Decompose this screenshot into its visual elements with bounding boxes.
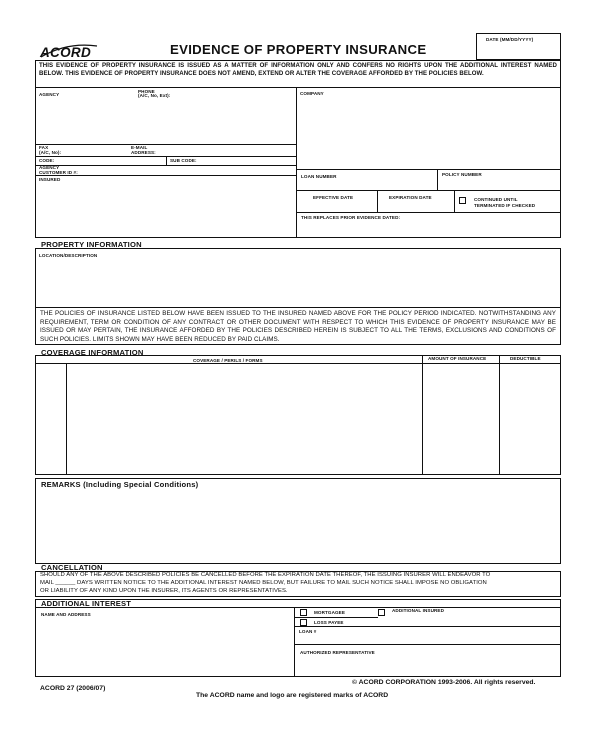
agency-label: AGENCY	[39, 92, 60, 97]
expiration-date-field[interactable]	[377, 190, 454, 212]
company-label: COMPANY	[300, 91, 324, 96]
mortgagee-checkbox[interactable]	[300, 609, 307, 616]
code-field[interactable]	[36, 156, 166, 165]
name-and-address-field[interactable]	[36, 608, 294, 676]
copyright-text: © ACORD CORPORATION 1993-2006. All rights reserved.	[352, 679, 536, 686]
policy-number-label: POLICY NUMBER	[442, 172, 482, 177]
additional-interest-section-title: ADDITIONAL INTEREST	[41, 599, 132, 608]
deductible-row-area[interactable]	[500, 364, 560, 474]
loss-payee-label: LOSS PAYEE	[314, 620, 344, 625]
policies-text: THE POLICIES OF INSURANCE LISTED BELOW HAVE BEEN ISSUED TO THE INSURED NAMED ABOVE FOR THE POLICY PERIOD INDICATED. NOTWITHSTANDING ANY REQUIREMENT, TERM OR CONDITION OF ANY CONTRACT OR OTHER DOCUMENT WITH RESPECT TO WHICH THIS EVIDENCE OF PROPERTY INSURANCE MAY BE ISSUED OR MAY PERTAIN, THE INSURANCE AFFORDED BY THE POLICIES DESCRIBED HEREIN IS SUBJECT TO ALL THE TERMS, EXCLUSIONS AND CONDITIONS OF SUCH POLICIES. LIMITS SHOWN MAY HAVE BEEN REDUCED BY PAID CLAIMS.	[40, 310, 556, 343]
location-description-field[interactable]	[36, 249, 560, 307]
loan-field[interactable]	[295, 627, 561, 644]
acord-logo-text: ACORD	[40, 45, 91, 60]
form-id: ACORD 27 (2006/07)	[40, 685, 106, 692]
loan-number-field[interactable]	[297, 169, 437, 190]
effective-date-field[interactable]	[297, 190, 377, 212]
date-label: DATE (MM/DD/YYYY)	[486, 37, 534, 42]
agency-customer-id-field[interactable]	[36, 165, 296, 175]
insured-field[interactable]	[36, 175, 296, 237]
amount-column-header: AMOUNT OF INSURANCE	[428, 356, 487, 361]
page-title: EVIDENCE OF PROPERTY INSURANCE	[170, 42, 427, 57]
continued-label-sub: TERMINATED IF CHECKED	[474, 203, 536, 208]
coverage-section-title: COVERAGE INFORMATION	[41, 348, 144, 357]
effective-date-label: EFFECTIVE DATE	[313, 195, 354, 200]
remarks-section-title: REMARKS (Including Special Conditions)	[41, 480, 199, 489]
email-label: E-MAIL	[131, 145, 148, 150]
deductible-column-header: DEDUCTIBLE	[510, 356, 541, 361]
loss-payee-checkbox[interactable]	[300, 619, 307, 626]
agency-customer-id-label-sub: CUSTOMER ID #:	[39, 170, 78, 175]
subcode-label: SUB CODE:	[170, 158, 197, 163]
subcode-field[interactable]	[166, 156, 296, 165]
mortgagee-label: MORTGAGEE	[314, 610, 346, 615]
remarks-block[interactable]	[35, 478, 561, 564]
phone-label-sub: (A/C, No, Ext):	[138, 93, 171, 98]
amount-row-area[interactable]	[423, 364, 499, 474]
cancellation-line-2: MAIL ______ DAYS WRITTEN NOTICE TO THE ADDITIONAL INTEREST NAMED BELOW, BUT FAILURE TO MAIL SUCH NOTICE SHALL IMPOSE NO OBLIGATION	[40, 580, 487, 586]
acord-logo	[37, 40, 99, 62]
fax-label: FAX	[39, 145, 49, 150]
fax-field[interactable]	[36, 144, 128, 156]
code-label: CODE:	[39, 158, 55, 163]
intro-box	[35, 60, 561, 88]
policy-number-field[interactable]	[437, 169, 561, 190]
location-label: LOCATION/DESCRIPTION	[39, 253, 98, 258]
intro-text: THIS EVIDENCE OF PROPERTY INSURANCE IS ISSUED AS A MATTER OF INFORMATION ONLY AND CONFERS NO RIGHTS UPON THE ADDITIONAL INTEREST NAMED BELOW. THIS EVIDENCE OF PROPERTY INSURANCE DOES NOT AMEND, EXTEND OR ALTER THE COVERAGE AFFORDED BY THE POLICIES BELOW.	[39, 62, 557, 77]
coverage-row-area[interactable]	[67, 364, 422, 474]
loan-label: LOAN #	[299, 629, 317, 634]
replaces-prior-evidence-field[interactable]	[297, 212, 560, 237]
continued-label: CONTINUED UNTIL	[474, 197, 518, 202]
insured-label: INSURED	[39, 177, 61, 182]
authorized-representative-field[interactable]	[295, 645, 561, 676]
fax-label-sub: (A/C, No):	[39, 150, 62, 155]
additional-insured-checkbox[interactable]	[378, 609, 385, 616]
coverage-column-header: COVERAGE / PERILS / FORMS	[193, 358, 263, 363]
cancellation-line-1: SHOULD ANY OF THE ABOVE DESCRIBED POLICIES BE CANCELLED BEFORE THE EXPIRATION DATE THEREOF, THE ISSUING INSURER WILL ENDEAVOR TO	[40, 572, 491, 578]
continued-until-checkbox[interactable]	[459, 197, 466, 204]
property-section-title: PROPERTY INFORMATION	[41, 240, 142, 249]
agency-field[interactable]	[36, 88, 296, 144]
date-field[interactable]	[476, 33, 561, 60]
email-label-sub: ADDRESS:	[131, 150, 156, 155]
phone-label: PHONE	[138, 89, 155, 94]
trademark-text: The ACORD name and logo are registered marks of ACORD	[196, 692, 389, 699]
expiration-date-label: EXPIRATION DATE	[389, 195, 432, 200]
replaces-label: THIS REPLACES PRIOR EVIDENCE DATED:	[301, 215, 401, 220]
cancellation-section-title: CANCELLATION	[41, 563, 103, 572]
additional-insured-label: ADDITIONAL INSURED	[392, 608, 444, 613]
loan-number-label: LOAN NUMBER	[301, 174, 337, 179]
cancellation-line-3: OR LIABILITY OF ANY KIND UPON THE INSURER, ITS AGENTS OR REPRESENTATIVES.	[40, 588, 288, 594]
agency-customer-id-label: AGENCY	[39, 165, 60, 170]
name-address-label: NAME AND ADDRESS	[41, 612, 91, 617]
company-field[interactable]	[297, 88, 560, 169]
authorized-rep-label: AUTHORIZED REPRESENTATIVE	[300, 650, 375, 655]
email-field[interactable]	[128, 144, 296, 156]
